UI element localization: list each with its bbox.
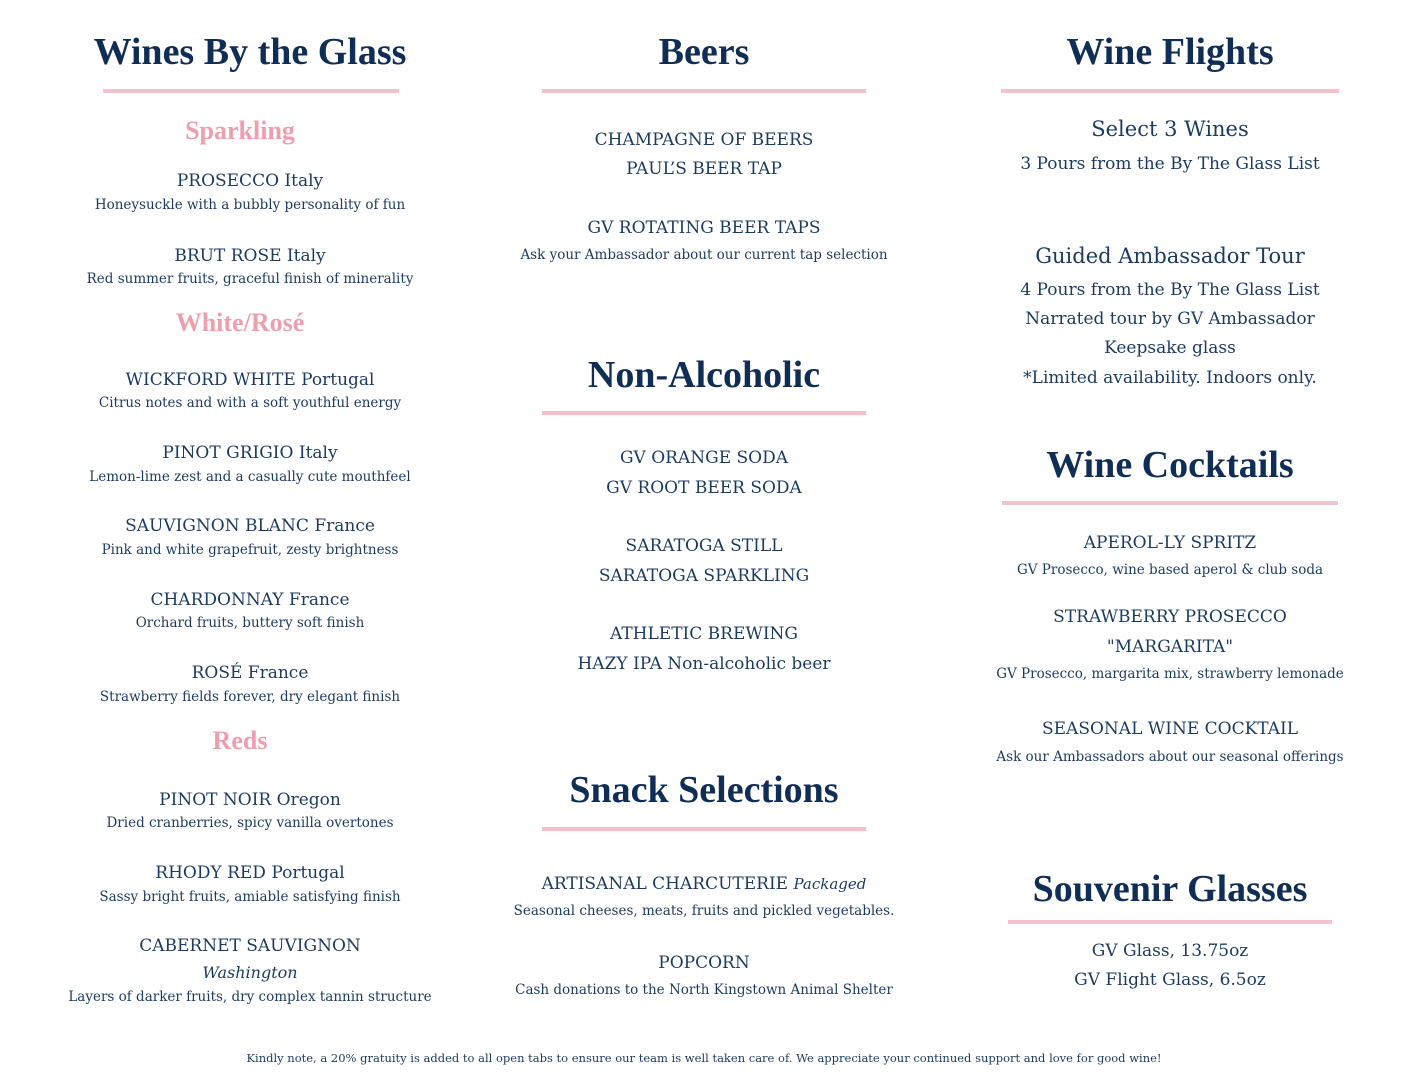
wines-title-rule [103, 89, 399, 93]
non-alcoholic-rule [542, 411, 866, 415]
beer-desc: Ask your Ambassador about our current tap selection [520, 247, 888, 263]
beers-title-rule [542, 89, 866, 93]
cocktail-desc: GV Prosecco, wine based aperol & club soda [1016, 562, 1324, 578]
wine-name: PINOT NOIR Oregon [159, 790, 341, 810]
wine-desc: Citrus notes and with a soft youthful energy [98, 395, 402, 411]
cocktail-name: APEROL-LY SPRITZ [1083, 533, 1257, 553]
wine-desc: Honeysuckle with a bubbly personality of fun [94, 197, 406, 213]
cocktail-desc: Ask our Ambassadors about our seasonal offerings [996, 749, 1344, 765]
wine-desc: Sassy bright fruits, amiable satisfying finish [99, 889, 401, 905]
wine-desc: Strawberry fields forever, dry elegant finish [99, 689, 401, 705]
white-rose-heading: White/Rosé [175, 308, 305, 337]
wine-name: RHODY RED Portugal [155, 863, 345, 883]
na-item: SARATOGA STILL [625, 536, 783, 556]
wine-desc: Pink and white grapefruit, zesty brightness [101, 542, 399, 558]
souvenir-item: GV Flight Glass, 6.5oz [1074, 970, 1266, 990]
wine-name: PINOT GRIGIO Italy [162, 443, 338, 463]
wine-name: SAUVIGNON BLANC France [125, 516, 375, 536]
na-item: GV ROOT BEER SODA [606, 478, 802, 498]
beer-item: CHAMPAGNE OF BEERS [594, 130, 814, 150]
souvenir-rule [1008, 920, 1332, 924]
na-item: GV ORANGE SODA [619, 448, 789, 468]
snacks-title: Snack Selections [569, 769, 839, 811]
cocktails-title: Wine Cocktails [1046, 444, 1294, 486]
wine-name: BRUT ROSE Italy [174, 246, 326, 266]
flights-title-rule [1001, 89, 1339, 93]
na-item: HAZY IPA Non-alcoholic beer [577, 654, 831, 674]
beers-title: Beers [658, 31, 750, 73]
wine-desc: Lemon-lime zest and a casually cute mouthfeel [89, 469, 411, 485]
souvenir-title: Souvenir Glasses [1032, 868, 1308, 910]
snack-name: POPCORN [658, 953, 750, 973]
wine-name: CABERNET SAUVIGNON [139, 936, 361, 956]
flight-name: Select 3 Wines [1091, 117, 1249, 141]
na-item: SARATOGA SPARKLING [598, 566, 810, 586]
snack-desc: Seasonal cheeses, meats, fruits and pickled vegetables. [513, 903, 895, 919]
cocktails-rule [1002, 501, 1338, 505]
flight-line: Narrated tour by GV Ambassador [1025, 309, 1315, 329]
snack-desc: Cash donations to the North Kingstown Animal Shelter [515, 982, 893, 998]
gratuity-note: Kindly note, a 20% gratuity is added to all open tabs to ensure our team is well taken care of. We appreciate your continued support and love for good wine! [246, 1051, 1162, 1065]
wine-name: ROSÉ France [191, 663, 309, 683]
cocktail-name: STRAWBERRY PROSECCO [1053, 607, 1287, 627]
sparkling-heading: Sparkling [185, 116, 295, 145]
wine-desc: Layers of darker fruits, dry complex tannin structure [68, 989, 432, 1005]
beer-item: PAUL’S BEER TAP [626, 159, 782, 179]
souvenir-item: GV Glass, 13.75oz [1091, 941, 1249, 961]
flight-line: Keepsake glass [1104, 338, 1236, 358]
flight-desc: 3 Pours from the By The Glass List [1020, 154, 1320, 174]
flight-name: Guided Ambassador Tour [1035, 244, 1305, 268]
wine-desc: Dried cranberries, spicy vanilla overtones [106, 815, 394, 831]
wine-origin: Washington [202, 963, 298, 982]
cocktail-name: "MARGARITA" [1106, 637, 1234, 657]
wine-name: CHARDONNAY France [150, 590, 350, 610]
reds-heading: Reds [212, 726, 268, 755]
flight-line: 4 Pours from the By The Glass List [1020, 280, 1320, 300]
wine-desc: Orchard fruits, buttery soft finish [135, 615, 365, 631]
flights-title: Wine Flights [1066, 31, 1274, 73]
beer-item: GV ROTATING BEER TAPS [587, 218, 821, 238]
na-item: ATHLETIC BREWING [609, 624, 799, 644]
wines-title: Wines By the Glass [93, 31, 407, 73]
snack-name: ARTISANAL CHARCUTERIE Packaged [541, 874, 867, 894]
cocktail-name: SEASONAL WINE COCKTAIL [1042, 719, 1298, 739]
non-alcoholic-title: Non-Alcoholic [587, 354, 821, 396]
wine-name: WICKFORD WHITE Portugal [125, 370, 375, 390]
snacks-rule [542, 827, 866, 831]
flight-line: *Limited availability. Indoors only. [1023, 368, 1317, 388]
wine-name: PROSECCO Italy [176, 171, 324, 191]
cocktail-desc: GV Prosecco, margarita mix, strawberry lemonade [996, 666, 1344, 682]
wine-desc: Red summer fruits, graceful finish of minerality [86, 271, 414, 287]
